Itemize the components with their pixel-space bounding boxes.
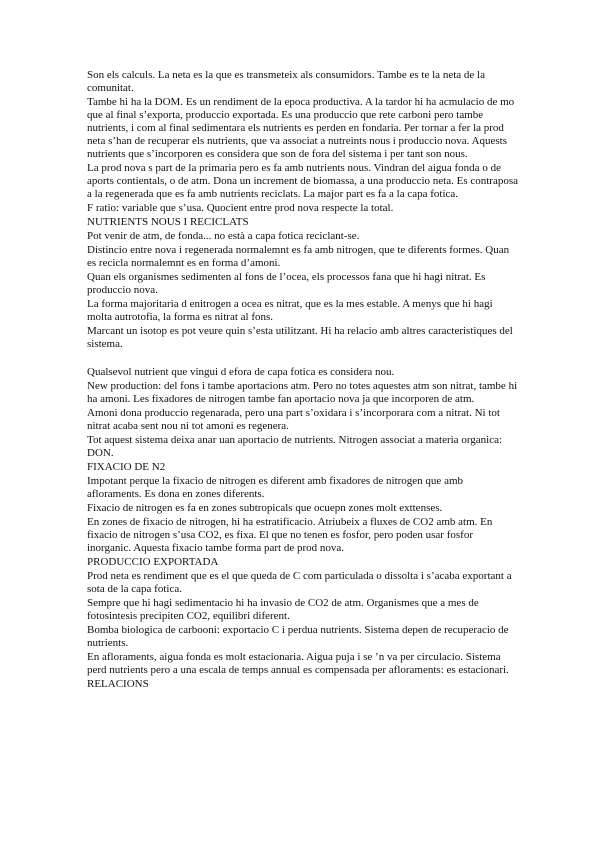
paragraph: La forma majoritaria d enitrogen a ocea es nitrat, que es la mes estable. A menys que hi hagi molta autrotofia, la forma es nitrat al fons. <box>87 298 493 323</box>
paragraph: Qualsevol nutrient que vingui d efora de capa fotica es considera nou. <box>87 366 395 378</box>
paragraph: Tambe hi ha la DOM. Es un rendiment de la epoca productiva. A la tardor hi ha acmulacio de mo que al final s’exporta, produccio exportada. Es una produccio que rete carboni pero tambe nutrients, i com al final sedimentara els nutrients es perden en fondaria. Per tornar a fer la prod neta s’han de recuperar els nutrients, que va associat a nutreints nous i produccio nova. Aquests nutrients que s’incorporen es considera que son de fora del sistema i per tant son nous. <box>87 96 515 160</box>
paragraph: En afloraments, aigua fonda es molt estacionaria. Aigua puja i se ’n va per circulacio. Sistema perd nutrients pero a una escala de temps annual es compensada per afloraments: es estacionari. <box>87 651 509 676</box>
paragraph: Sempre que hi hagi sedimentacio hi ha invasio de CO2 de atm. Organismes que a mes de fotosintesis precipiten CO2, equilibri diferent. <box>87 597 479 622</box>
paragraph: Fixacio de nitrogen es fa en zones subtropicals que ocuepn zones molt exttenses. <box>87 502 443 514</box>
paragraph: La prod nova s part de la primaria pero es fa amb nutrients nous. Vindran del aigua fonda o de aports contientals, o de atm. Dona un increment de biomassa, a una produccio neta. Es contraposa a la regenerada que es fa amb nutrients reciclats. La major part es fa a la capa fotica. <box>87 162 519 200</box>
paragraph-spacer <box>87 352 519 366</box>
section-heading: NUTRIENTS NOUS I RECICLATS <box>87 216 249 228</box>
paragraph: Prod neta es rendiment que es el que queda de C com particulada o dissolta i s’acaba exportant a sota de la capa fotica. <box>87 570 512 595</box>
paragraph: Marcant un isotop es pot veure quin s’esta utilitzant. Hi ha relacio amb altres caracteristiques del sistema. <box>87 325 513 350</box>
paragraph: Son els calculs. La neta es la que es transmeteix als consumidors. Tambe es te la neta de la comunitat. <box>87 69 485 94</box>
paragraph: Impotant perque la fixacio de nitrogen es diferent amb fixadores de nitrogen que amb afloraments. Es dona en zones diferents. <box>87 475 464 500</box>
section-heading: PRODUCCIO EXPORTADA <box>87 556 219 568</box>
paragraph: Amoni dona produccio regenarada, pero una part s’oxidara i s’incorporara com a nitrat. Ni tot nitrat acaba sent nou ni tot amoni es regenera. <box>87 407 500 432</box>
paragraph: En zones de fixacio de nitrogen, hi ha estratificacio. Atriubeix a fluxes de CO2 amb atm. En fixacio de nitrogen s’usa CO2, es fixa. El que no tenen es fosfor, pero poden usar fosfor inorganic. Aquesta fixacio tambe forma part de prod nova. <box>87 516 493 554</box>
paragraph: Pot venir de atm, de fonda... no està a capa fotica reciclant-se. <box>87 230 360 242</box>
paragraph: Tot aquest sistema deixa anar uan aportacio de nutrients. Nitrogen associat a materia organica: DON. <box>87 434 503 459</box>
section-heading: RELACIONS <box>87 678 149 690</box>
paragraph: Quan els organismes sedimenten al fons de l’ocea, els processos fana que hi hagi nitrat. Es produccio nova. <box>87 271 486 296</box>
paragraph: F ratio: variable que s’usa. Quocient entre prod nova respecte la total. <box>87 202 394 214</box>
paragraph: New production: del fons i tambe aportacions atm. Pero no totes aquestes atm son nitrat, tambe hi ha amoni. Les fixadores de nitrogen tambe fan aportacio nova ja que incorporen de atm. <box>87 380 518 405</box>
paragraph: Bomba biologica de carbooni: exportacio C i perdua nutrients. Sistema depen de recuperacio de nutrients. <box>87 624 509 649</box>
paragraph: Distincio entre nova i regenerada normalemnt es fa amb nitrogen, que te diferents formes. Quan es recicla normalemnt es en forma d’amoni. <box>87 244 510 269</box>
document-body <box>87 69 519 692</box>
section-heading: FIXACIO DE N2 <box>87 461 166 473</box>
